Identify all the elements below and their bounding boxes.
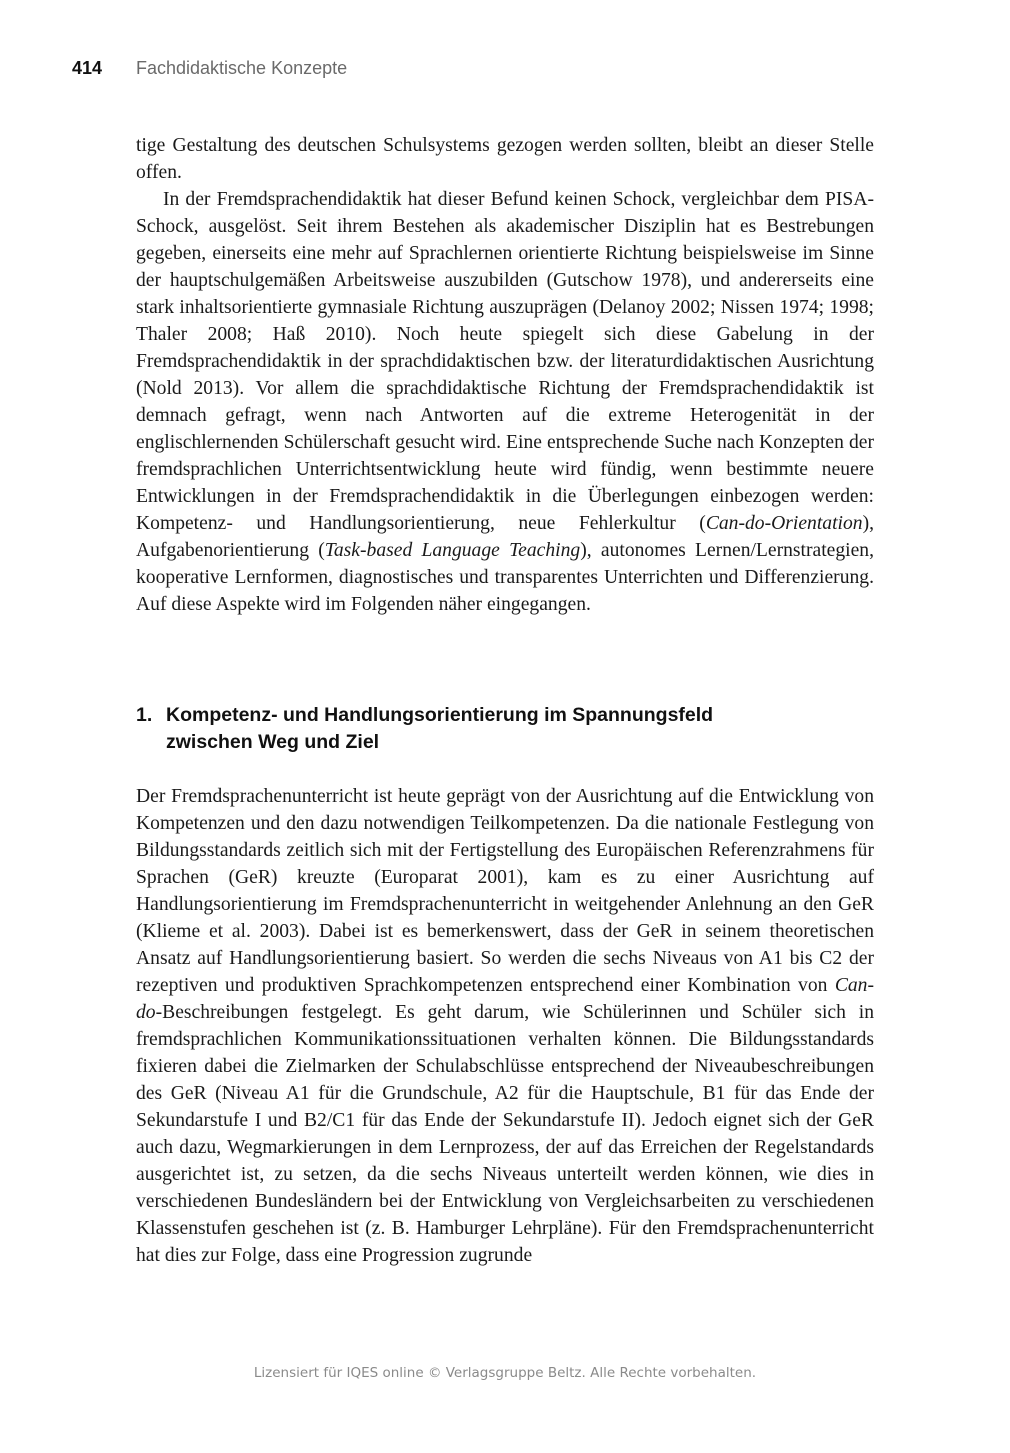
section-title-line2: zwischen Weg und Ziel	[166, 731, 380, 753]
page-number: 414	[72, 58, 103, 78]
text-run: Der Fremdsprachenunterricht ist heute geprägt von der Ausrichtung auf die Entwicklung von Kompetenzen und den dazu notwendigen Teilkompetenzen. Da die nationale Festlegung von Bildungsstandards zeitlich sich mit der Fertigstellung des Europäischen Referenzrahmens für Sprachen (GeR) kreuzte (Europarat 2001), kam es zu einer Ausrichtung auf Handlungsorientierung im Fremdsprachenunterricht in weitgehender Anlehnung an den GeR (Klieme et al. 2003). Dabei ist es bemerkenswert, dass der GeR in seinem theoretischen Ansatz auf Handlungsorientierung basiert. So werden die sechs Niveaus von A1 bis C2 der rezeptiven und produktiven Sprachkompetenzen entsprechend einer Kombination von	[136, 786, 874, 996]
section-body	[136, 783, 874, 1269]
section-number: 1.	[136, 704, 153, 726]
text-run: -Beschreibungen festgelegt. Es geht darum, wie Schülerinnen und Schüler sich in fremdsprachlichen Kommunikationssituationen verhalten können. Die Bildungsstandards fixieren dabei die Zielmarken der Schulabschlüsse entsprechend der Niveaubeschreibungen des GeR (Niveau A1 für die Grundschule, A2 für die Hauptschule, B1 für das Ende der Sekundarstufe I und B2/C1 für das Ende der Sekundarstufe II). Jedoch eignet sich der GeR auch dazu, Wegmarkierungen in dem Lernprozess, der auf das Erreichen der Regelstandards ausgerichtet ist, zu setzen, da die sechs Niveaus unterteilt werden können, wie dies in verschiedenen Bundesländern bei der Entwicklung von Vergleichsarbeiten zu verschiedenen Klassenstufen geschehen ist (z. B. Hamburger Lehrpläne). Für den Fremdsprachenunterricht hat dies zur Folge, dass eine Progression zugrunde	[136, 1002, 874, 1266]
running-head	[72, 56, 347, 80]
intro-text-block	[136, 132, 874, 618]
text-run: In der Fremdsprachendidaktik hat dieser Befund keinen Schock, vergleichbar dem PISA-Schock, ausgelöst. Seit ihrem Bestehen als akademischer Disziplin hat es Bestrebungen gegeben, einerseits eine mehr auf Sprachlernen orientierte Richtung beispielsweise im Sinne der hauptschulgemäßen Arbeitsweise auszubilden (Gutschow 1978), und andererseits eine stark inhaltsorientierte gymnasiale Richtung auszuprägen (Delanoy 2002; Nissen 1974; 1998; Thaler 2008; Haß 2010). Noch heute spiegelt sich diese Gabelung in der Fremdsprachendidaktik in der sprachdidaktischen bzw. der literaturdidaktischen Ausrichtung (Nold 2013). Vor allem die sprachdidaktische Richtung der Fremdsprachendidaktik ist demnach gefragt, wenn nach Antworten auf die extreme Heterogenität in der englischlernenden Schülerschaft gesucht wird. Eine entsprechende Suche nach Konzepten der fremdsprachlichen Unterrichtsentwicklung heute wird fündig, wenn bestimmte neuere Entwicklungen in der Fremdsprachendidaktik in die Überlegungen einbezogen werden: Kompetenz- und Handlungsorientierung, neue Fehlerkultur (	[136, 189, 874, 534]
text-run: ), Aufgabenorientierung (	[136, 513, 874, 561]
paragraph-continuation: tige Gestaltung des deutschen Schulsystems gezogen werden sollten, bleibt an dieser Stelle offen.	[136, 135, 874, 183]
section-title-line1: Kompetenz- und Handlungsorientierung im Spannungsfeld	[166, 704, 714, 726]
italic-term: Can-do-Orientation	[705, 513, 863, 534]
text-run: ), autonomes Lernen/Lernstrategien, kooperative Lernformen, diagnostisches und transparentes Unterrichten und Differenzierung. Auf diese Aspekte wird im Folgenden näher eingegangen.	[136, 540, 874, 615]
italic-term: Task-based Language Teaching	[324, 540, 581, 561]
license-footer: Lizensiert für IQES online © Verlagsgruppe Beltz. Alle Rechte vorbehalten.	[253, 1365, 757, 1381]
section-heading	[136, 702, 874, 756]
italic-term: Can-do	[136, 975, 874, 1023]
paragraph-kompetenzorientierung	[136, 783, 874, 1269]
running-head-title: Fachdidaktische Konzepte	[136, 58, 348, 78]
paragraph-fremdsprachendidaktik	[136, 186, 874, 618]
